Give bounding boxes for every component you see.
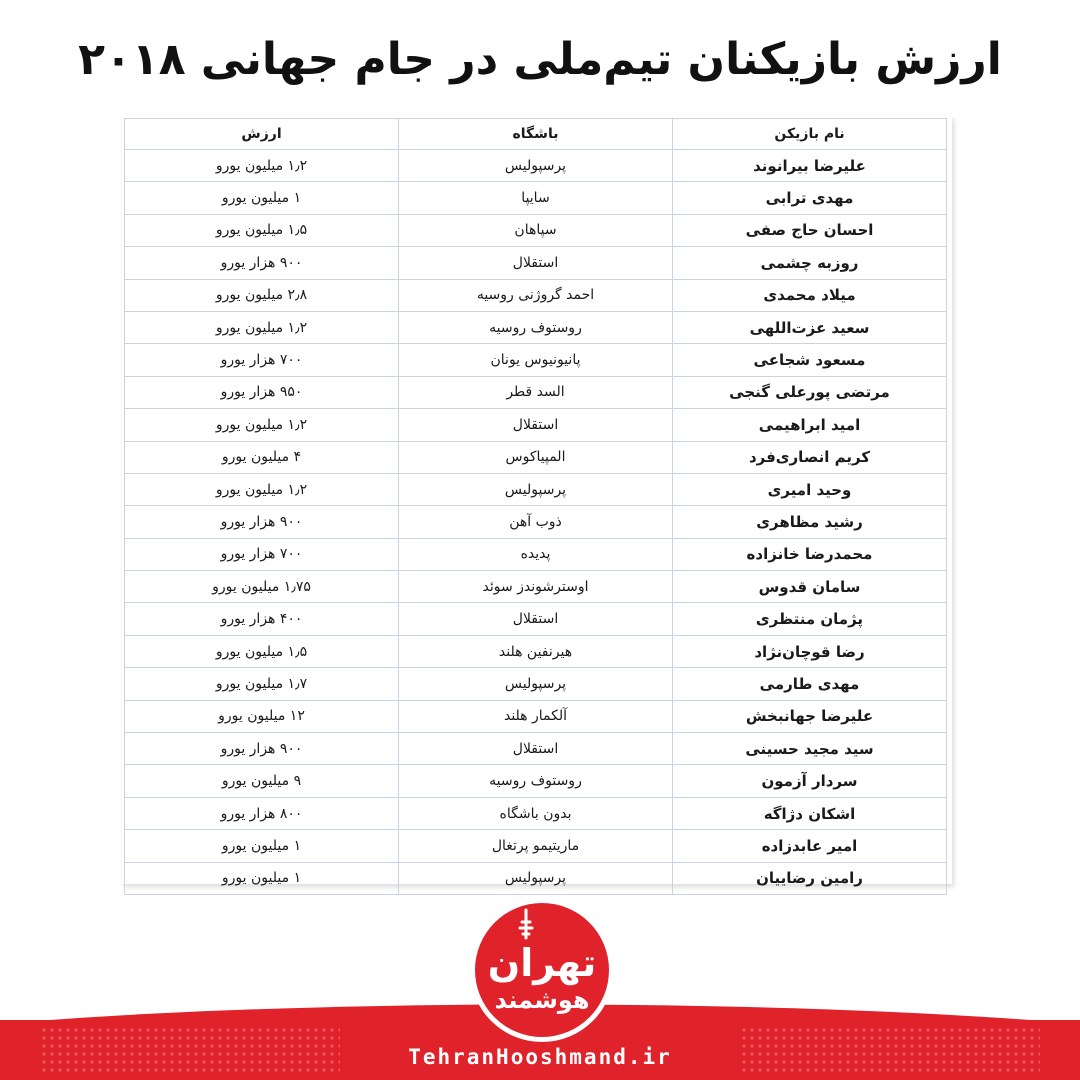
club-cell: استقلال bbox=[399, 733, 673, 765]
table-row bbox=[125, 150, 947, 182]
value-cell: ۱٫۲ میلیون یورو bbox=[125, 409, 399, 441]
club-cell: آلکمار هلند bbox=[399, 700, 673, 732]
page-title: ارزش بازیکنان تیم‌ملی در جام جهانی ۲۰۱۸ bbox=[78, 34, 1002, 85]
table-row bbox=[125, 765, 947, 797]
player-name-cell: مهدی طارمی bbox=[673, 668, 947, 700]
value-cell: ۹ میلیون یورو bbox=[125, 765, 399, 797]
value-cell: ۹۰۰ هزار یورو bbox=[125, 506, 399, 538]
value-cell: ۱ میلیون یورو bbox=[125, 830, 399, 862]
value-cell: ۱٫۲ میلیون یورو bbox=[125, 473, 399, 505]
player-name-cell: کریم انصاری‌فرد bbox=[673, 441, 947, 473]
club-cell: استقلال bbox=[399, 409, 673, 441]
player-value-table bbox=[124, 118, 947, 895]
player-name-cell: امیر عابدزاده bbox=[673, 830, 947, 862]
player-name-cell: پژمان منتظری bbox=[673, 603, 947, 635]
player-name-cell: اشکان دژاگه bbox=[673, 797, 947, 829]
table-row bbox=[125, 862, 947, 894]
table-row bbox=[125, 473, 947, 505]
player-name-cell: مرتضی پورعلی گنجی bbox=[673, 376, 947, 408]
player-name-cell: وحید امیری bbox=[673, 473, 947, 505]
table-row bbox=[125, 441, 947, 473]
table-row bbox=[125, 635, 947, 667]
player-name-cell: مهدی ترابی bbox=[673, 182, 947, 214]
club-cell: پانیونیوس یونان bbox=[399, 344, 673, 376]
logo-text-line1: تهران bbox=[487, 941, 597, 985]
header-player-name: نام بازیکن bbox=[673, 119, 947, 150]
club-cell: پرسپولیس bbox=[399, 473, 673, 505]
header-value: ارزش bbox=[125, 119, 399, 150]
table-row bbox=[125, 571, 947, 603]
table-row bbox=[125, 506, 947, 538]
table-row bbox=[125, 376, 947, 408]
value-cell: ۱٫۵ میلیون یورو bbox=[125, 214, 399, 246]
tehran-hooshmand-logo bbox=[468, 896, 616, 1044]
value-cell: ۲٫۸ میلیون یورو bbox=[125, 279, 399, 311]
table-row bbox=[125, 409, 947, 441]
player-name-cell: سعید عزت‌اللهی bbox=[673, 311, 947, 343]
player-name-cell: محمدرضا خانزاده bbox=[673, 538, 947, 570]
club-cell: المپیاکوس bbox=[399, 441, 673, 473]
player-name-cell: علیرضا جهانبخش bbox=[673, 700, 947, 732]
value-cell: ۱ میلیون یورو bbox=[125, 182, 399, 214]
club-cell: ذوب آهن bbox=[399, 506, 673, 538]
player-name-cell: مسعود شجاعی bbox=[673, 344, 947, 376]
club-cell: ماریتیمو پرتغال bbox=[399, 830, 673, 862]
value-cell: ۱۲ میلیون یورو bbox=[125, 700, 399, 732]
player-name-cell: سامان قدوس bbox=[673, 571, 947, 603]
club-cell: استقلال bbox=[399, 603, 673, 635]
table-row bbox=[125, 214, 947, 246]
value-cell: ۱ میلیون یورو bbox=[125, 862, 399, 894]
value-cell: ۱٫۷ میلیون یورو bbox=[125, 668, 399, 700]
value-cell: ۷۰۰ هزار یورو bbox=[125, 538, 399, 570]
club-cell: اوسترشوندز سوئد bbox=[399, 571, 673, 603]
club-cell: روستوف روسیه bbox=[399, 765, 673, 797]
table-row bbox=[125, 733, 947, 765]
table-row bbox=[125, 182, 947, 214]
player-name-cell: میلاد محمدی bbox=[673, 279, 947, 311]
club-cell: سپاهان bbox=[399, 214, 673, 246]
club-cell: استقلال bbox=[399, 247, 673, 279]
footer-website-url[interactable]: TehranHooshmand.ir bbox=[408, 1045, 672, 1069]
value-cell: ۱٫۷۵ میلیون یورو bbox=[125, 571, 399, 603]
table-header-row bbox=[125, 119, 947, 150]
player-name-cell: سید مجید حسینی bbox=[673, 733, 947, 765]
club-cell: روستوف روسیه bbox=[399, 311, 673, 343]
player-name-cell: رامین رضاییان bbox=[673, 862, 947, 894]
player-name-cell: رشید مظاهری bbox=[673, 506, 947, 538]
table-row bbox=[125, 668, 947, 700]
player-name-cell: سردار آزمون bbox=[673, 765, 947, 797]
player-name-cell: رضا قوچان‌نژاد bbox=[673, 635, 947, 667]
player-name-cell: احسان حاج صفی bbox=[673, 214, 947, 246]
value-cell: ۴۰۰ هزار یورو bbox=[125, 603, 399, 635]
player-value-table-card bbox=[122, 116, 952, 888]
player-name-cell: روزبه چشمی bbox=[673, 247, 947, 279]
club-cell: پرسپولیس bbox=[399, 150, 673, 182]
value-cell: ۱٫۵ میلیون یورو bbox=[125, 635, 399, 667]
table-row bbox=[125, 700, 947, 732]
value-cell: ۴ میلیون یورو bbox=[125, 441, 399, 473]
club-cell: السد قطر bbox=[399, 376, 673, 408]
logo-text-line2: هوشمند bbox=[494, 986, 590, 1014]
value-cell: ۹۰۰ هزار یورو bbox=[125, 247, 399, 279]
value-cell: ۱٫۲ میلیون یورو bbox=[125, 150, 399, 182]
club-cell: هیرنفین هلند bbox=[399, 635, 673, 667]
value-cell: ۹۵۰ هزار یورو bbox=[125, 376, 399, 408]
club-cell: سایپا bbox=[399, 182, 673, 214]
club-cell: پرسپولیس bbox=[399, 862, 673, 894]
table-row bbox=[125, 279, 947, 311]
table-row bbox=[125, 797, 947, 829]
club-cell: پرسپولیس bbox=[399, 668, 673, 700]
club-cell: احمد گروژنی روسیه bbox=[399, 279, 673, 311]
player-name-cell: علیرضا بیرانوند bbox=[673, 150, 947, 182]
value-cell: ۸۰۰ هزار یورو bbox=[125, 797, 399, 829]
club-cell: پدیده bbox=[399, 538, 673, 570]
table-row bbox=[125, 247, 947, 279]
table-row bbox=[125, 603, 947, 635]
header-club: باشگاه bbox=[399, 119, 673, 150]
value-cell: ۷۰۰ هزار یورو bbox=[125, 344, 399, 376]
table-row bbox=[125, 830, 947, 862]
table-row bbox=[125, 311, 947, 343]
table-row bbox=[125, 344, 947, 376]
value-cell: ۱٫۲ میلیون یورو bbox=[125, 311, 399, 343]
value-cell: ۹۰۰ هزار یورو bbox=[125, 733, 399, 765]
player-name-cell: امید ابراهیمی bbox=[673, 409, 947, 441]
table-row bbox=[125, 538, 947, 570]
club-cell: بدون باشگاه bbox=[399, 797, 673, 829]
